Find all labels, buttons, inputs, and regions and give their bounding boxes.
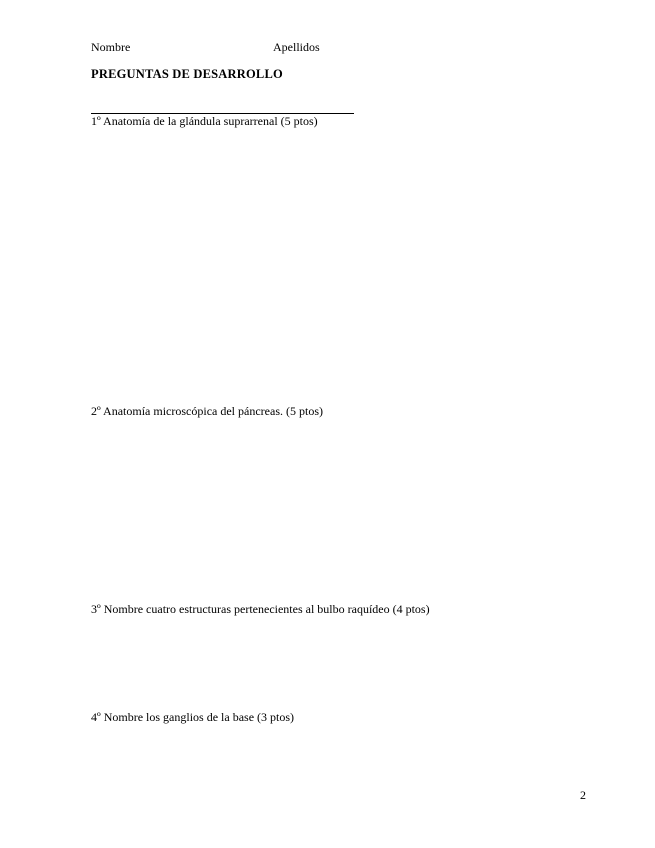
section-title: PREGUNTAS DE DESARROLLO xyxy=(91,67,283,81)
question-1: 1º Anatomía de la glándula suprarrenal (5 ptos) xyxy=(91,114,318,128)
question-4: 4º Nombre los ganglios de la base (3 ptos) xyxy=(91,710,295,724)
question-3: 3º Nombre cuatro estructuras pertenecientes al bulbo raquídeo (4 ptos) xyxy=(91,602,430,616)
surname-label: Apellidos xyxy=(273,40,320,54)
question-2: 2º Anatomía microscópica del páncreas. (5 ptos) xyxy=(91,404,323,418)
name-label: Nombre xyxy=(91,40,131,54)
page-number: 2 xyxy=(580,788,586,802)
